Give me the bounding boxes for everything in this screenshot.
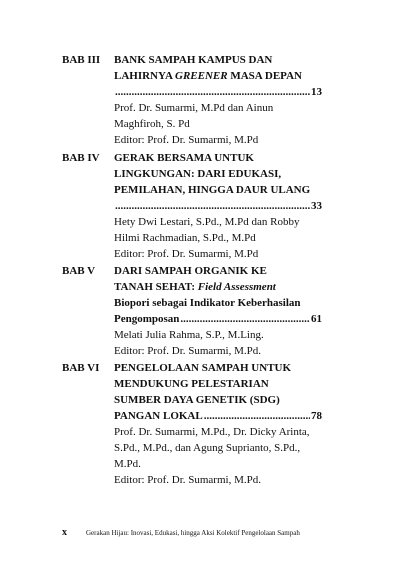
editor-line: Editor: Prof. Dr. Sumarmi, M.Pd xyxy=(114,134,259,146)
footer-page-number: x xyxy=(62,527,67,538)
chapter-title-line: TANAH SEHAT: Field Assessment xyxy=(114,281,276,293)
toc-leader-line[interactable] xyxy=(114,408,322,424)
page-number: 61 xyxy=(311,313,322,325)
chapter-title-line: GERAK BERSAMA UNTUK xyxy=(114,152,254,164)
chapter-title-line: LINGKUNGAN: DARI EDUKASI, xyxy=(114,168,282,180)
chapter-title-line: DARI SAMPAH ORGANIK KE xyxy=(114,265,267,277)
chapter-body xyxy=(114,360,322,488)
page-number: 13 xyxy=(311,86,322,98)
chapter-title-line: PENGELOLAAN SAMPAH UNTUK xyxy=(114,362,292,374)
chapter-title-line: SUMBER DAYA GENETIK (SDG) xyxy=(114,394,280,406)
dot-leader xyxy=(180,311,310,327)
leader-text: PANGAN LOKAL xyxy=(114,410,203,422)
author-line: Hety Dwi Lestari, S.Pd., M.Pd dan Robby xyxy=(114,216,300,228)
chapter-body xyxy=(114,52,322,148)
leader-text: Pengomposan xyxy=(114,313,180,325)
footer-book-title: Gerakan Hijau: Inovasi, Edukasi, hingga Aksi Kolektif Pengelolaan Sampah xyxy=(86,529,300,537)
author-line: M.Pd. xyxy=(114,458,141,470)
chapter-title-line: BANK SAMPAH KAMPUS DAN xyxy=(114,54,273,66)
chapter-label: BAB VI xyxy=(62,362,100,374)
author-line: Hilmi Rachmadian, S.Pd., M.Pd xyxy=(114,232,256,244)
dot-leader xyxy=(115,198,310,214)
chapter-title-line: Biopori sebagai Indikator Keberhasilan xyxy=(114,297,301,309)
author-line: Prof. Dr. Sumarmi, M.Pd., Dr. Dicky Arinta, xyxy=(114,426,310,438)
chapter-label: BAB IV xyxy=(62,152,100,164)
author-line: Prof. Dr. Sumarmi, M.Pd dan Ainun xyxy=(114,102,274,114)
chapter-title-line: MENDUKUNG PELESTARIAN xyxy=(114,378,269,390)
chapter-title-italic: GREENER xyxy=(175,70,228,82)
dot-leader xyxy=(204,408,310,424)
page-footer xyxy=(62,528,322,538)
toc-leader-line[interactable] xyxy=(114,311,322,327)
editor-line: Editor: Prof. Dr. Sumarmi, M.Pd. xyxy=(114,345,261,357)
toc-leader-line[interactable] xyxy=(114,84,322,100)
dot-leader xyxy=(115,84,310,100)
chapter-body xyxy=(114,263,322,359)
author-line: S.Pd., M.Pd., dan Agung Suprianto, S.Pd., xyxy=(114,442,301,454)
chapter-label: BAB III xyxy=(62,54,101,66)
editor-line: Editor: Prof. Dr. Sumarmi, M.Pd. xyxy=(114,474,261,486)
toc-leader-line[interactable] xyxy=(114,198,322,214)
author-line: Melati Julia Rahma, S.P., M.Ling. xyxy=(114,329,264,341)
page-number: 78 xyxy=(311,410,322,422)
author-line: Maghfiroh, S. Pd xyxy=(114,118,190,130)
editor-line: Editor: Prof. Dr. Sumarmi, M.Pd xyxy=(114,248,259,260)
chapter-title-line: PEMILAHAN, HINGGA DAUR ULANG xyxy=(114,184,311,196)
chapter-title-line: LAHIRNYA GREENER MASA DEPAN xyxy=(114,70,302,82)
chapter-body xyxy=(114,150,322,262)
chapter-title-italic: Field Assessment xyxy=(197,281,276,293)
page-number: 33 xyxy=(311,200,322,212)
chapter-label: BAB V xyxy=(62,265,96,277)
